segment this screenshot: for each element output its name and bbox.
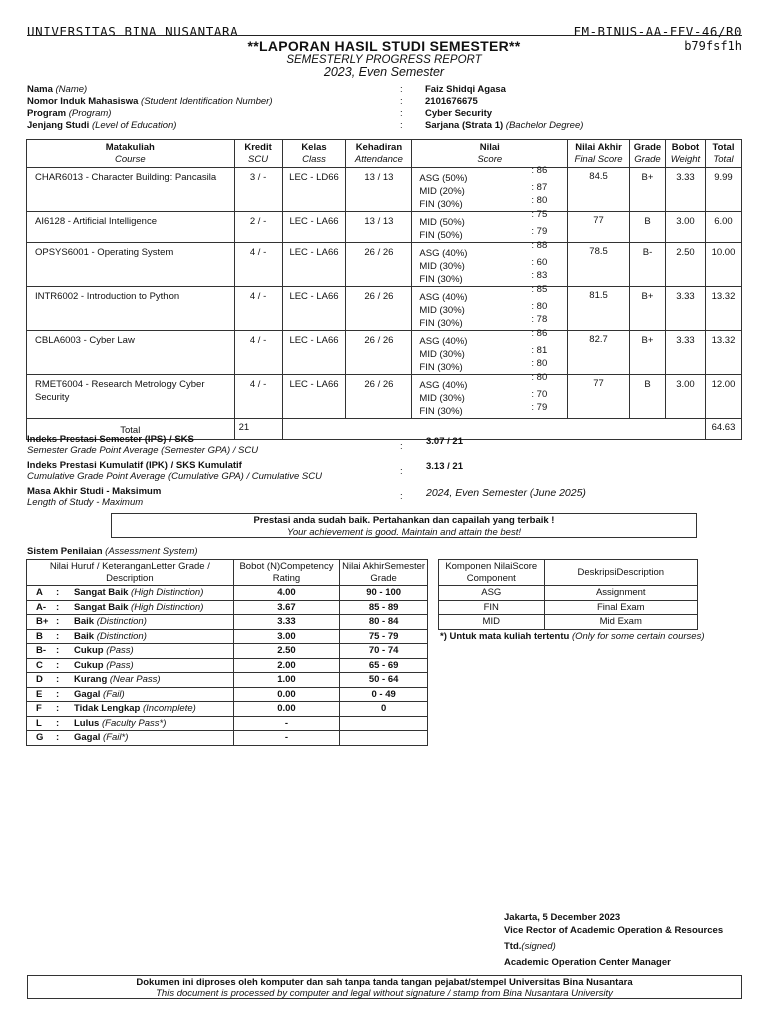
grade-separator: : xyxy=(56,587,60,599)
grade-separator: : xyxy=(56,601,60,613)
student-program: Cyber Security xyxy=(425,108,493,119)
table-row xyxy=(27,586,428,601)
grade-description xyxy=(27,673,234,688)
grade-letter: L xyxy=(36,717,42,729)
component-desc: Mid Exam xyxy=(544,615,697,630)
score-component: MID (30%) xyxy=(419,349,465,360)
table-row xyxy=(27,243,742,287)
grade-desc-en: (Pass) xyxy=(106,645,134,657)
component-desc: Assignment xyxy=(544,586,697,601)
header-label-en: Weight xyxy=(670,154,701,165)
course-scu: 4 / - xyxy=(234,243,282,287)
grade-letter: G xyxy=(36,732,44,744)
score-list xyxy=(419,372,563,418)
total-scu: 21 xyxy=(234,419,282,440)
course-final-score: 78.5 xyxy=(568,243,630,287)
grade-letter: E xyxy=(36,688,43,700)
grade-desc: Cukup xyxy=(74,645,104,657)
course-name: RMET6004 - Research Metrology Cyber Security xyxy=(27,375,235,419)
colon: : xyxy=(400,491,403,502)
header-label-en: Score xyxy=(477,154,503,165)
form-code: FM-BINUS-AA-FFV-46/R0 xyxy=(573,24,742,39)
grade-desc: Gagal xyxy=(74,732,101,744)
score-list xyxy=(419,328,563,374)
score-value: : 79 xyxy=(531,402,548,413)
achievement-message xyxy=(111,513,697,538)
course-total: 9.99 xyxy=(705,168,741,212)
grade-separator: : xyxy=(56,616,60,628)
assessment-header-0 xyxy=(27,560,234,586)
score-value: : 80 xyxy=(531,372,548,383)
total-label: Total xyxy=(27,419,235,440)
score-component: FIN (30%) xyxy=(419,274,463,285)
course-class: LEC - LA66 xyxy=(282,212,346,243)
colon: : xyxy=(400,108,403,119)
course-scu: 4 / - xyxy=(234,375,282,419)
document-code: b79fsf1h xyxy=(684,39,742,53)
table-row xyxy=(27,658,428,673)
header-label: Deskripsi xyxy=(577,566,617,578)
signature-place-date: Jakarta, 5 December 2023 xyxy=(504,912,621,923)
score-list xyxy=(419,165,563,211)
assessment-header-1 xyxy=(233,560,340,586)
course-grade: B xyxy=(630,212,666,243)
document-footer xyxy=(27,975,742,999)
student-name: Faiz Shidqi Agasa xyxy=(425,84,506,95)
course-scu: 2 / - xyxy=(234,212,282,243)
table-row xyxy=(27,615,428,630)
score-component: ASG (50%) xyxy=(419,173,468,184)
signature-position: Vice Rector of Academic Operation & Resources xyxy=(504,925,724,936)
grade-separator: : xyxy=(56,630,60,642)
course-final-score: 77 xyxy=(568,212,630,243)
component-code: FIN xyxy=(439,600,545,615)
report-title: **LAPORAN HASIL STUDI SEMESTER** xyxy=(247,38,521,54)
grades-header-1 xyxy=(234,140,282,168)
course-name: AI6128 - Artificial Intelligence xyxy=(27,212,235,243)
header-label-en: Semester Grade xyxy=(370,561,426,584)
score-value: : 80 xyxy=(531,301,548,312)
course-class: LEC - LA66 xyxy=(282,375,346,419)
grade-range: 80 - 84 xyxy=(340,615,428,630)
ips-label: Indeks Prestasi Semester (IPS) / SKS Semester Grade Point Average (Semester GPA) / SCU xyxy=(27,434,259,456)
header-divider xyxy=(27,35,742,36)
grade-separator: : xyxy=(56,645,60,657)
grade-desc-en: (Fail*) xyxy=(103,732,129,744)
score-component: MID (30%) xyxy=(419,261,465,272)
grade-range: 70 - 74 xyxy=(340,644,428,659)
component-desc: Final Exam xyxy=(544,600,697,615)
score-component: FIN (30%) xyxy=(419,406,463,417)
grade-desc-en: (Near Pass) xyxy=(109,674,161,686)
course-scores xyxy=(412,328,568,375)
grade-rating: - xyxy=(233,731,340,746)
student-nim-label: Nomor Induk Mahasiswa (Student Identification Number) xyxy=(27,96,273,107)
score-value: : 80 xyxy=(531,195,548,206)
grade-desc: Sangat Baik xyxy=(74,601,129,613)
grades-table xyxy=(26,139,742,440)
component-note: *) Untuk mata kuliah tertentu (Only for some certain courses) xyxy=(440,631,705,642)
course-attendance: 26 / 26 xyxy=(346,375,412,419)
grade-range: 0 xyxy=(340,702,428,717)
grade-description xyxy=(27,716,234,731)
grade-separator: : xyxy=(56,732,60,744)
table-row xyxy=(439,586,698,601)
grade-rating: 0.00 xyxy=(233,702,340,717)
signature-manager: Academic Operation Center Manager xyxy=(504,957,671,968)
grade-desc-en: (Distinction) xyxy=(96,616,147,628)
grade-desc-en: (Incomplete) xyxy=(142,703,196,715)
message-id: Prestasi anda sudah baik. Pertahankan dan capailah yang terbaik ! xyxy=(253,515,555,526)
table-row xyxy=(27,168,742,212)
score-component: ASG (40%) xyxy=(419,248,468,259)
course-grade: B- xyxy=(630,243,666,287)
course-attendance: 13 / 13 xyxy=(346,168,412,212)
grade-rating: 0.00 xyxy=(233,687,340,702)
course-weight: 3.00 xyxy=(665,375,705,419)
grade-desc: Baik xyxy=(74,630,95,642)
table-row xyxy=(27,375,742,419)
table-row xyxy=(27,287,742,331)
grade-rating: 2.50 xyxy=(233,644,340,659)
header-label-en: Description xyxy=(616,566,665,578)
header-label-en: Class xyxy=(302,154,326,165)
grade-separator: : xyxy=(56,659,60,671)
score-list xyxy=(419,284,563,330)
header-label: Nilai xyxy=(479,142,500,153)
course-name: INTR6002 - Introduction to Python xyxy=(27,287,235,331)
course-class: LEC - LA66 xyxy=(282,331,346,375)
score-component: MID (30%) xyxy=(419,393,465,404)
score-value: : 86 xyxy=(531,328,548,339)
grades-header-2 xyxy=(282,140,346,168)
component-code: MID xyxy=(439,615,545,630)
grade-letter: B- xyxy=(36,645,47,657)
grade-range: 50 - 64 xyxy=(340,673,428,688)
student-level-label: Jenjang Studi (Level of Education) xyxy=(27,120,177,131)
score-value: : 81 xyxy=(531,345,548,356)
assessment-title: Sistem Penilaian (Assessment System) xyxy=(27,546,198,557)
course-total: 13.32 xyxy=(705,331,741,375)
course-grade: B+ xyxy=(630,168,666,212)
course-final-score: 81.5 xyxy=(568,287,630,331)
colon: : xyxy=(400,441,403,452)
course-weight: 2.50 xyxy=(665,243,705,287)
grade-letter: A- xyxy=(36,601,47,613)
table-row xyxy=(27,716,428,731)
course-weight: 3.33 xyxy=(665,331,705,375)
component-header-row xyxy=(439,560,698,586)
header-label: Total xyxy=(712,142,735,153)
header-label-en: Grade xyxy=(634,154,661,165)
course-scores xyxy=(412,209,568,243)
grades-header-3 xyxy=(346,140,412,168)
student-name-label: Nama (Name) xyxy=(27,84,88,95)
grade-description xyxy=(27,658,234,673)
table-row xyxy=(27,644,428,659)
header-label-en: Course xyxy=(114,154,146,165)
header-label: Nilai Huruf / Keterangan xyxy=(49,561,152,572)
grade-desc-en: (High Distinction) xyxy=(131,601,204,613)
grade-desc-en: (Distinction) xyxy=(96,630,147,642)
course-scores xyxy=(412,284,568,331)
course-grade: B+ xyxy=(630,287,666,331)
header-label: Kehadiran xyxy=(355,142,403,153)
header-label-en: Score Component xyxy=(466,561,538,584)
score-value: : 60 xyxy=(531,257,548,268)
score-component: FIN (30%) xyxy=(419,362,463,373)
assessment-table xyxy=(26,559,428,746)
grades-header-row xyxy=(27,140,742,168)
score-component: ASG (40%) xyxy=(419,380,468,391)
footer-id: Dokumen ini diproses oleh komputer dan sah tanpa tanda tangan pejabat/stempel Universitas Bina Nusantara xyxy=(136,977,633,988)
grade-range xyxy=(340,716,428,731)
grade-rating: 1.00 xyxy=(233,673,340,688)
grade-desc: Baik xyxy=(74,616,95,628)
ips-value: 3.07 / 21 xyxy=(426,436,463,447)
score-value: : 83 xyxy=(531,270,548,281)
grade-description xyxy=(27,644,234,659)
grade-range: 85 - 89 xyxy=(340,600,428,615)
header-label-en: Final Score xyxy=(574,154,623,165)
grade-letter: A xyxy=(36,587,43,599)
grade-desc: Gagal xyxy=(74,688,101,700)
grade-description xyxy=(27,702,234,717)
course-weight: 3.00 xyxy=(665,212,705,243)
grade-desc-en: (Pass) xyxy=(106,659,134,671)
component-header-1 xyxy=(544,560,697,586)
header-label: Nilai Akhir xyxy=(575,142,622,153)
grade-range: 65 - 69 xyxy=(340,658,428,673)
course-name: CBLA6003 - Cyber Law xyxy=(27,331,235,375)
grade-letter: D xyxy=(36,674,43,686)
course-class: LEC - LD66 xyxy=(282,168,346,212)
grade-desc-en: (Fail) xyxy=(103,688,125,700)
student-level: Sarjana (Strata 1) (Bachelor Degree) xyxy=(425,120,584,131)
grade-rating: 3.33 xyxy=(233,615,340,630)
course-weight: 3.33 xyxy=(665,287,705,331)
grade-rating: 4.00 xyxy=(233,586,340,601)
signature-signed: Ttd.(signed) xyxy=(504,941,556,952)
table-row xyxy=(27,331,742,375)
report-semester: 2023, Even Semester xyxy=(323,65,445,79)
grade-range: 90 - 100 xyxy=(340,586,428,601)
table-row xyxy=(27,629,428,644)
study-length-label: Masa Akhir Studi - Maksimum Length of Study - Maximum xyxy=(27,486,162,508)
grade-desc: Lulus xyxy=(74,717,100,729)
course-total: 12.00 xyxy=(705,375,741,419)
grade-range: 0 - 49 xyxy=(340,687,428,702)
header-label: Matakuliah xyxy=(105,142,155,153)
grade-letter: B xyxy=(36,630,43,642)
grand-total: 64.63 xyxy=(705,419,741,440)
study-length-value: 2024, Even Semester (June 2025) xyxy=(426,487,586,499)
header-label: Bobot xyxy=(671,142,700,153)
grade-letter: C xyxy=(36,659,43,671)
course-scu: 3 / - xyxy=(234,168,282,212)
grade-letter: F xyxy=(36,703,42,715)
score-component: ASG (40%) xyxy=(419,292,468,303)
course-scu: 4 / - xyxy=(234,287,282,331)
course-attendance: 26 / 26 xyxy=(346,331,412,375)
course-name: OPSYS6001 - Operating System xyxy=(27,243,235,287)
header-label: Kredit xyxy=(244,142,272,153)
header-label: Komponen Nilai xyxy=(445,561,513,572)
grade-rating: 3.00 xyxy=(233,629,340,644)
course-name: CHAR6013 - Character Building: Pancasila xyxy=(27,168,235,212)
score-value: : 86 xyxy=(531,165,548,176)
student-program-label: Program (Program) xyxy=(27,108,112,119)
grade-desc: Kurang xyxy=(74,674,108,686)
table-row xyxy=(27,673,428,688)
grade-separator: : xyxy=(56,674,60,686)
grades-header-8 xyxy=(705,140,741,168)
grade-description xyxy=(27,687,234,702)
colon: : xyxy=(400,96,403,107)
course-attendance: 26 / 26 xyxy=(346,243,412,287)
table-row xyxy=(27,212,742,243)
table-row xyxy=(439,600,698,615)
table-row xyxy=(439,615,698,630)
grade-description xyxy=(27,600,234,615)
ipk-value: 3.13 / 21 xyxy=(426,461,463,472)
table-row xyxy=(27,731,428,746)
component-code: ASG xyxy=(439,586,545,601)
grade-desc: Tidak Lengkap xyxy=(74,703,141,715)
score-component: FIN (30%) xyxy=(419,318,463,329)
colon: : xyxy=(400,120,403,131)
footer-en: This document is processed by computer and legal without signature / stamp from Bina Nusantara University xyxy=(156,988,613,999)
grade-description xyxy=(27,629,234,644)
grade-rating: 3.67 xyxy=(233,600,340,615)
assessment-header-2 xyxy=(340,560,428,586)
grade-separator: : xyxy=(56,703,60,715)
grades-header-7 xyxy=(665,140,705,168)
course-total: 13.32 xyxy=(705,287,741,331)
score-component: ASG (40%) xyxy=(419,336,468,347)
course-grade: B xyxy=(630,375,666,419)
score-list xyxy=(419,240,563,286)
header-label: Bobot (N) xyxy=(239,561,281,572)
total-spacer xyxy=(282,419,705,440)
course-class: LEC - LA66 xyxy=(282,243,346,287)
course-scores xyxy=(412,372,568,419)
ipk-label: Indeks Prestasi Kumulatif (IPK) / SKS Kumulatif Cumulative Grade Point Average (Cumulative GPA) / Cumulative SCU xyxy=(27,460,322,482)
grade-separator: : xyxy=(56,688,60,700)
grade-letter: B+ xyxy=(36,616,49,628)
grade-separator: : xyxy=(56,717,60,729)
score-list xyxy=(419,209,563,242)
score-component: MID (30%) xyxy=(419,305,465,316)
score-value: : 87 xyxy=(531,182,548,193)
header-label-en: Total xyxy=(713,154,734,165)
grade-desc-en: (Faculty Pass*) xyxy=(101,717,167,729)
grade-description xyxy=(27,586,234,601)
course-scores xyxy=(412,240,568,287)
score-component: MID (50%) xyxy=(419,217,465,228)
score-value: : 80 xyxy=(531,358,548,369)
score-value: : 78 xyxy=(531,314,548,325)
report-subtitle: SEMESTERLY PROGRESS REPORT xyxy=(286,54,482,66)
header-label-en: Competency Rating xyxy=(272,561,334,584)
score-value: : 79 xyxy=(531,226,548,237)
grade-desc: Sangat Baik xyxy=(74,587,129,599)
course-total: 10.00 xyxy=(705,243,741,287)
course-total: 6.00 xyxy=(705,212,741,243)
grade-rating: - xyxy=(233,716,340,731)
grade-rating: 2.00 xyxy=(233,658,340,673)
score-value: : 75 xyxy=(531,209,548,220)
header-label-en: Attendance xyxy=(354,154,403,165)
score-component: FIN (50%) xyxy=(419,230,463,241)
table-row xyxy=(27,702,428,717)
course-class: LEC - LA66 xyxy=(282,287,346,331)
score-value: : 85 xyxy=(531,284,548,295)
score-component: FIN (30%) xyxy=(419,199,463,210)
table-row xyxy=(27,600,428,615)
grades-header-6 xyxy=(630,140,666,168)
header-label: Nilai Akhir xyxy=(342,561,385,572)
grade-desc: Cukup xyxy=(74,659,104,671)
grade-range: 75 - 79 xyxy=(340,629,428,644)
course-scu: 4 / - xyxy=(234,331,282,375)
component-header-0 xyxy=(439,560,545,586)
score-line xyxy=(419,405,563,418)
course-final-score: 82.7 xyxy=(568,331,630,375)
grades-header-5 xyxy=(568,140,630,168)
course-scores xyxy=(412,165,568,212)
course-final-score: 77 xyxy=(568,375,630,419)
score-component: MID (20%) xyxy=(419,186,465,197)
colon: : xyxy=(400,84,403,95)
score-value: : 88 xyxy=(531,240,548,251)
student-nim: 2101676675 xyxy=(425,96,478,107)
course-attendance: 26 / 26 xyxy=(346,287,412,331)
grade-desc-en: (High Distinction) xyxy=(131,587,204,599)
university-name: UNIVERSITAS BINA NUSANTARA xyxy=(27,24,239,39)
grade-description xyxy=(27,731,234,746)
header-label: Grade xyxy=(633,142,662,153)
colon: : xyxy=(400,466,403,477)
header-label-en: Letter Grade / Description xyxy=(106,561,210,584)
grades-header-0 xyxy=(27,140,235,168)
message-en: Your achievement is good. Maintain and attain the best! xyxy=(287,526,521,538)
score-component-table xyxy=(438,559,698,630)
grade-range xyxy=(340,731,428,746)
course-weight: 3.33 xyxy=(665,168,705,212)
assessment-header-row xyxy=(27,560,428,586)
score-value: : 70 xyxy=(531,389,548,400)
header-label-en: SCU xyxy=(248,154,269,165)
course-grade: B+ xyxy=(630,331,666,375)
table-row xyxy=(27,687,428,702)
grade-description xyxy=(27,615,234,630)
header-label: Kelas xyxy=(301,142,327,153)
course-attendance: 13 / 13 xyxy=(346,212,412,243)
course-final-score: 84.5 xyxy=(568,168,630,212)
